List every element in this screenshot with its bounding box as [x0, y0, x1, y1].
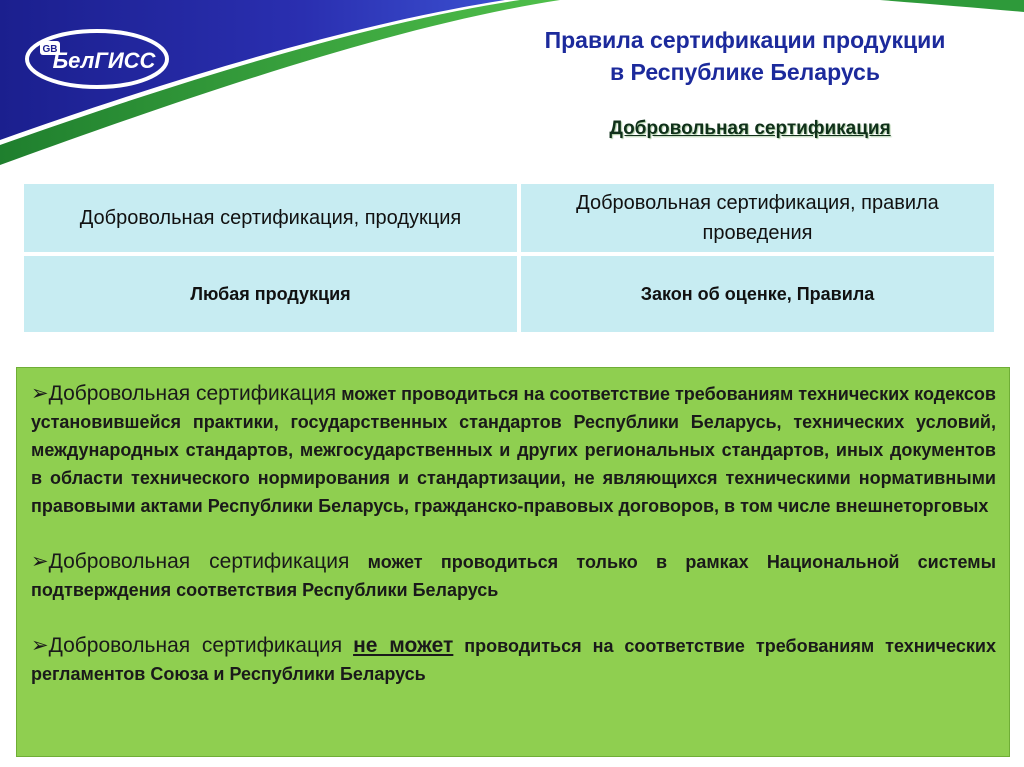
title-line-2: в Республике Беларусь	[610, 59, 880, 85]
negation-emphasis: не может	[353, 634, 454, 657]
arrow-bullet-icon: ➢	[31, 634, 49, 657]
table-header-cell: Добровольная сертификация, правила проведения	[521, 184, 994, 252]
page-title	[500, 24, 990, 88]
paragraph-lead: Добровольная сертификация	[48, 382, 337, 405]
table-cell: Любая продукция	[24, 256, 517, 332]
arrow-bullet-icon: ➢	[31, 550, 49, 573]
paragraph-lead: Добровольная сертификация	[48, 550, 350, 573]
certification-table	[24, 184, 994, 332]
info-paragraph	[31, 380, 996, 520]
belgiss-logo	[24, 28, 170, 90]
info-panel	[16, 367, 1010, 757]
paragraph-text: может проводиться на соответствие требованиям технических кодексов установившейся практики, государственных стандартов Республики Беларусь, технических условий, международных стандартов, межгосударственных и других региональных стандартов, иных документов в области технического нормирования и стандартизации, не являющихся техническими нормативными правовыми актами Республики Беларусь, гражданско-правовых договоров, в том числе внешнеторговых	[31, 384, 996, 516]
arrow-bullet-icon: ➢	[31, 382, 49, 405]
logo-text: БелГИСС	[52, 48, 156, 73]
info-paragraph	[31, 548, 996, 604]
section-subtitle: Добровольная сертификация	[609, 118, 891, 139]
table-header-cell: Добровольная сертификация, продукция	[24, 184, 517, 252]
info-paragraph	[31, 632, 996, 688]
paragraph-lead: Добровольная сертификация	[48, 634, 343, 657]
logo-badge: GB	[42, 44, 58, 55]
title-line-1: Правила сертификации продукции	[544, 27, 946, 53]
paragraph-text: проводиться на соответствие требованиям технических регламентов Союза и Республики Беларусь	[31, 636, 996, 684]
table-cell: Закон об оценке, Правила	[521, 256, 994, 332]
paragraph-text: может проводиться только в рамках Национальной системы подтверждения соответствия Республики Беларусь	[31, 552, 996, 600]
